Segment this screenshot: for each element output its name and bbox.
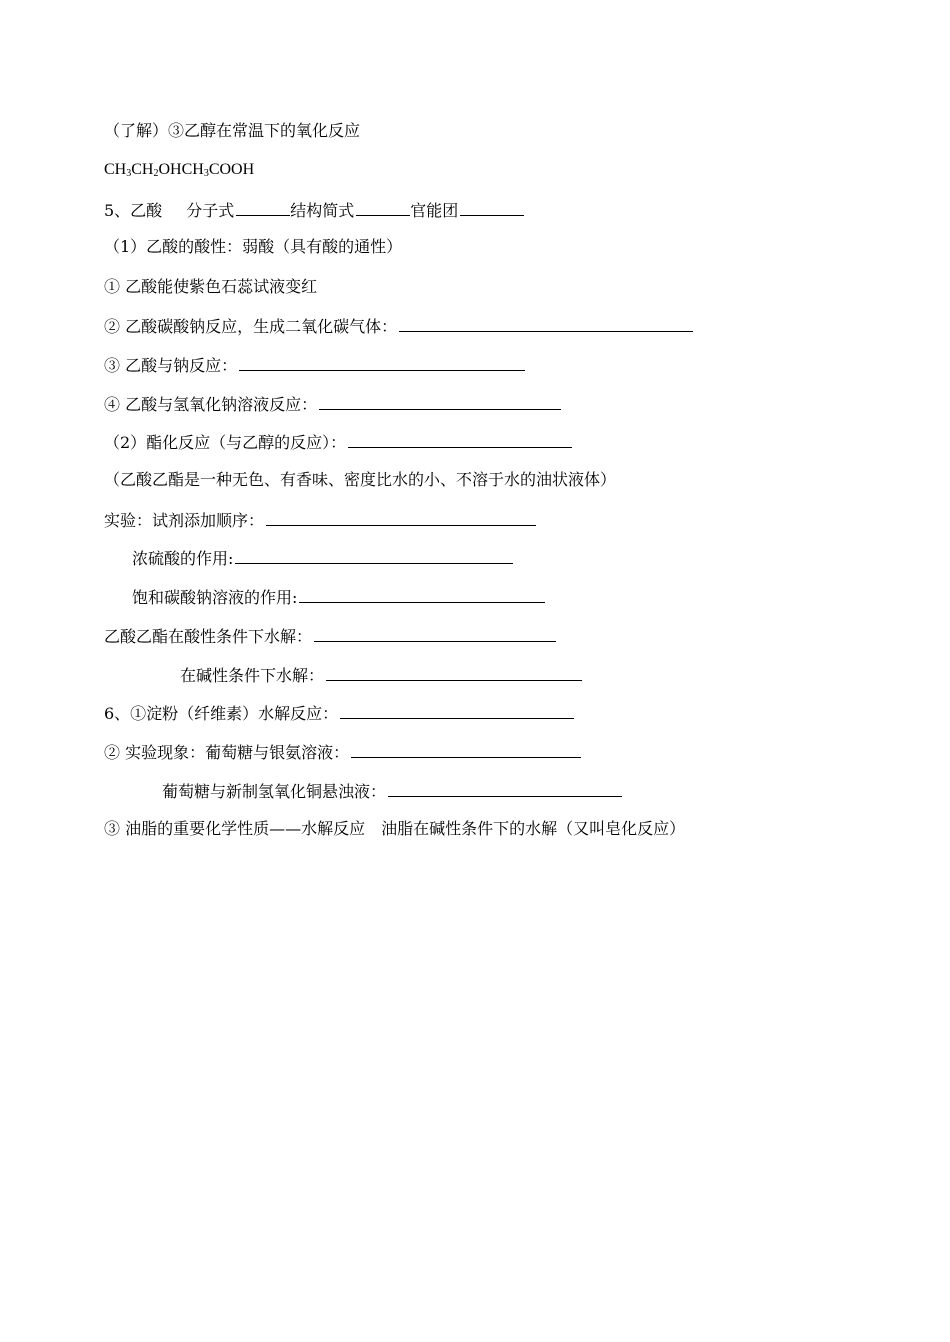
text-line <box>104 354 525 376</box>
answer-blank[interactable] <box>319 393 561 410</box>
line-text: （了解）③乙醇在常温下的氧化反应 <box>104 121 361 140</box>
text-line <box>104 509 536 531</box>
line-text: ③ 乙酸与钠反应： <box>104 356 238 375</box>
answer-blank[interactable] <box>314 625 556 642</box>
line-text: （2）酯化反应（与乙醇的反应）： <box>104 433 347 452</box>
line-text: 实验：试剂添加顺序： <box>104 511 265 530</box>
line-text: 饱和碳酸钠溶液的作用: <box>132 588 298 607</box>
answer-blank[interactable] <box>340 702 574 719</box>
line-text: （乙酸乙酯是一种无色、有香味、密度比水的小、不溶于水的油状液体） <box>104 470 617 489</box>
answer-blank[interactable] <box>236 199 290 216</box>
formula-subscript: 3 <box>126 168 132 179</box>
line-text: ① 乙酸能使紫色石蕊试液变红 <box>104 277 318 296</box>
line-text: ② 乙酸碳酸钠反应，生成二氧化碳气体： <box>104 317 398 336</box>
text-line <box>132 586 545 608</box>
text-line <box>162 780 622 802</box>
formula-subscript: 3 <box>203 168 209 179</box>
text-line <box>132 547 513 569</box>
text-line <box>104 819 685 841</box>
line-text: （1）乙酸的酸性：弱酸（具有酸的通性） <box>104 237 403 256</box>
answer-blank[interactable] <box>299 586 545 603</box>
line-text: 6、①淀粉（纤维素）水解反应： <box>104 704 339 723</box>
answer-blank[interactable] <box>460 199 524 216</box>
field-label: 结构简式 <box>290 201 355 220</box>
answer-blank[interactable] <box>388 780 622 797</box>
line-text: 在碱性条件下水解： <box>180 666 325 685</box>
answer-blank[interactable] <box>356 199 410 216</box>
formula-part: COOH <box>208 161 255 178</box>
text-line <box>104 277 317 299</box>
field-label: 官能团 <box>410 201 459 220</box>
formula-part: CH <box>131 161 154 178</box>
formula-subscript: 2 <box>153 168 159 179</box>
answer-blank[interactable] <box>239 354 525 371</box>
text-line <box>104 470 616 492</box>
chemical-formula-line <box>104 160 254 182</box>
formula-part: CH <box>104 161 127 178</box>
line-text: 乙酸乙酯在酸性条件下水解： <box>104 627 313 646</box>
text-line <box>104 702 574 724</box>
answer-blank[interactable] <box>326 664 582 681</box>
text-line <box>180 664 582 686</box>
text-line <box>104 741 581 763</box>
answer-blank[interactable] <box>399 315 693 332</box>
answer-blank[interactable] <box>266 509 536 526</box>
text-line <box>104 431 572 453</box>
field-label: 分子式 <box>186 201 235 220</box>
text-line <box>104 237 402 259</box>
text-line <box>104 121 360 143</box>
line-text: ③ 油脂的重要化学性质——水解反应 油脂在碱性条件下的水解（又叫皂化反应） <box>104 819 686 838</box>
answer-blank[interactable] <box>235 547 513 564</box>
line-text: ② 实验现象：葡萄糖与银氨溶液： <box>104 743 350 762</box>
text-line <box>104 393 561 415</box>
line-text: ④ 乙酸与氢氧化钠溶液反应： <box>104 395 318 414</box>
text-line <box>104 315 693 337</box>
line-text: 葡萄糖与新制氢氧化铜悬浊液： <box>162 782 387 801</box>
answer-blank[interactable] <box>351 741 581 758</box>
section-title: 5、乙酸 <box>104 201 163 220</box>
text-line <box>104 199 524 221</box>
answer-blank[interactable] <box>348 431 572 448</box>
text-line <box>104 625 556 647</box>
line-text: 浓硫酸的作用: <box>132 549 234 568</box>
formula-part: OHCH <box>158 161 204 178</box>
